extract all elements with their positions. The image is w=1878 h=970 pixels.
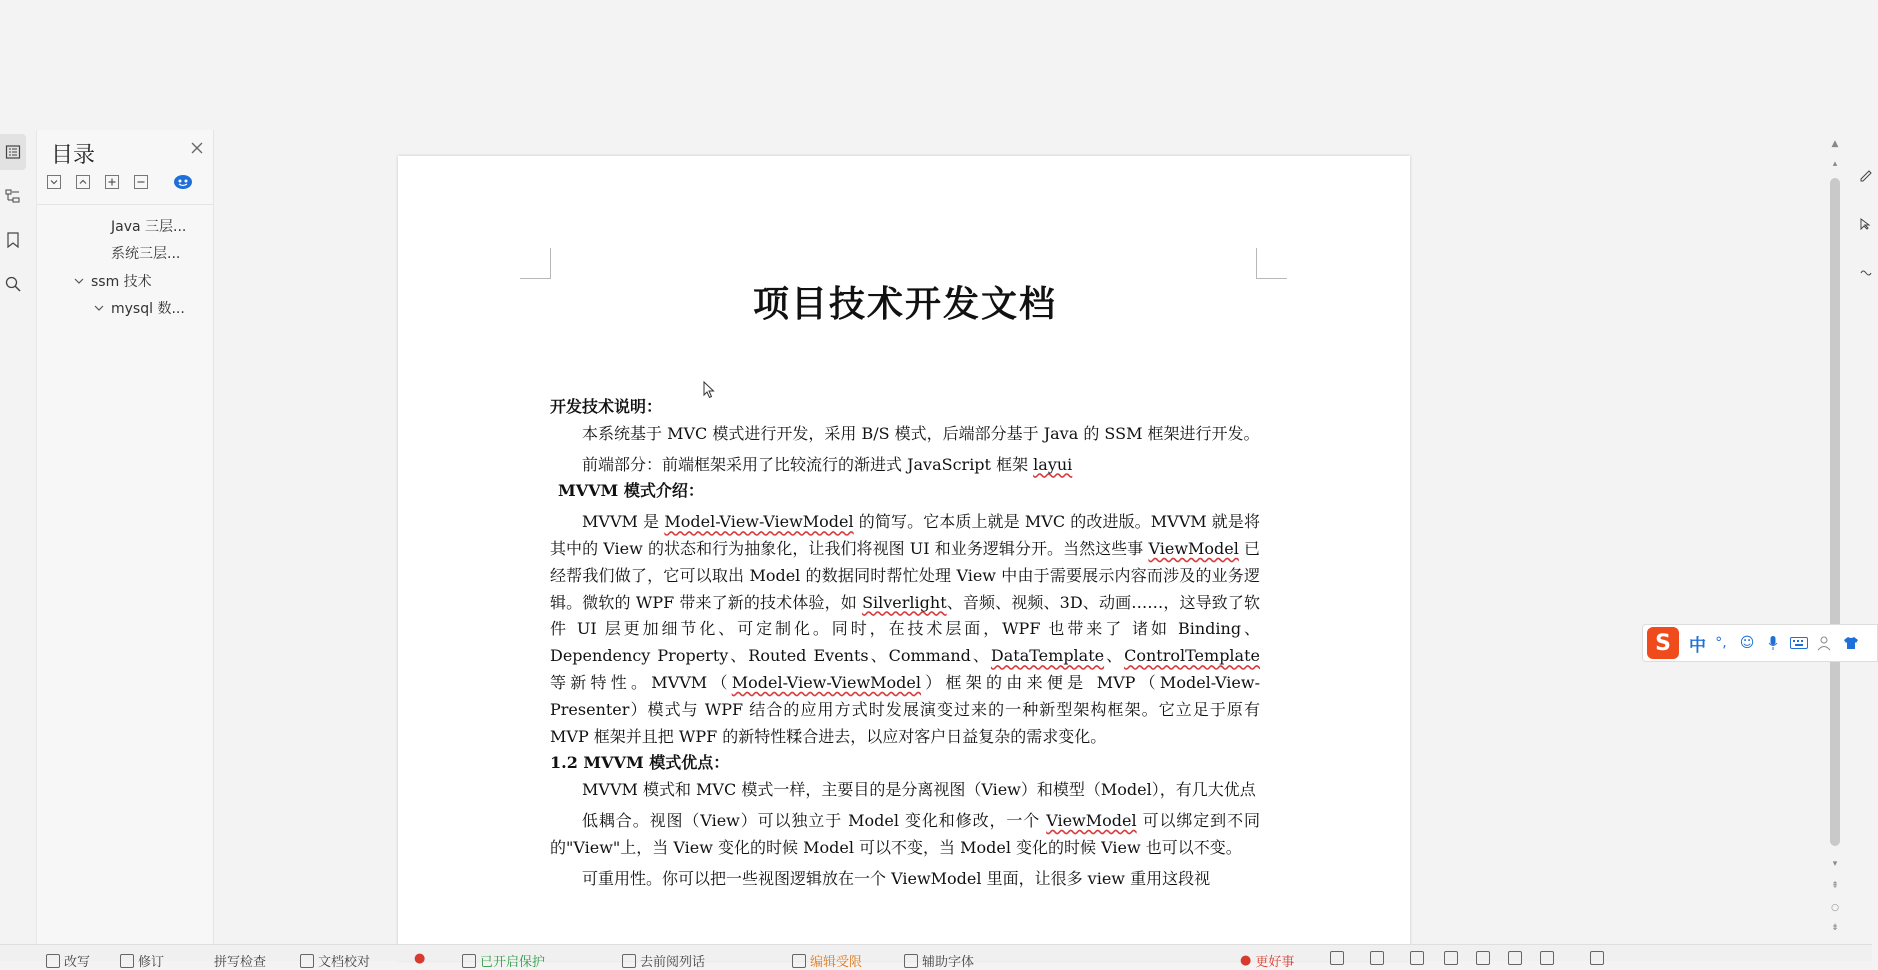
proofread-icon — [300, 954, 314, 968]
scroll-up-arrow-icon[interactable]: ▲ — [1831, 139, 1839, 149]
outline-icon — [5, 144, 21, 160]
view-normal[interactable] — [1370, 951, 1384, 965]
toc-item-system[interactable] — [111, 243, 180, 263]
expand-all-button[interactable] — [45, 173, 63, 191]
margin-corner-top-right — [1256, 248, 1287, 279]
paragraph-frontend[interactable] — [550, 452, 1260, 479]
heading-mvvm-intro[interactable]: MVVM 模式介绍： — [558, 481, 704, 501]
lock-icon — [792, 954, 806, 968]
toc-item-mysql[interactable] — [91, 298, 185, 318]
status-label: 拼写检查 — [214, 955, 267, 970]
wave-tool-icon[interactable] — [1860, 266, 1872, 278]
toc-panel — [36, 130, 214, 944]
scrollbar-thumb[interactable] — [1830, 178, 1840, 846]
spellcheck-word[interactable]: DataTemplate — [990, 646, 1105, 666]
user-settings-icon[interactable] — [1814, 632, 1836, 654]
text-run: 已经帮我们做了，它可以取出 Model 的数据同时帮忙处理 View 中由于需要展示内容而涉及的业务逻辑。微软的 WPF 带来了新的技术体验，如 — [550, 538, 1260, 612]
smart-toc-button[interactable] — [173, 173, 193, 191]
text-run: 的简写。它本质上就是 MVC 的改进版。MVVM 就是将其中的 View 的状态和行为抽象化，让我们将视图 UI 和业务逻辑分开。当然这些事 — [550, 512, 1260, 558]
document-title[interactable]: 项目技术开发文档 — [752, 283, 1057, 325]
chevron-down-icon[interactable] — [91, 305, 107, 311]
close-icon — [191, 142, 203, 154]
status-label: 去前阅列话 — [640, 955, 706, 970]
microphone-icon[interactable] — [1762, 632, 1784, 654]
remove-heading-button[interactable] — [132, 173, 150, 191]
add-heading-button[interactable] — [103, 173, 121, 191]
status-badge[interactable] — [1240, 951, 1294, 970]
toc-item-ssm[interactable] — [71, 271, 152, 291]
next-page-icon[interactable]: ⇟ — [1831, 923, 1839, 933]
plus-box-icon — [105, 175, 119, 189]
text-run: 、 — [1104, 646, 1125, 666]
spellcheck-word[interactable]: Silverlight — [862, 592, 947, 612]
text-run: 、音频、视频、3D、动画……，这导致了软件 UI 层更加细节化、可定制化。同时，在技术层面，WPF 也带来了 诸如 Binding、Dependency Property、Routed Events、Command、 — [550, 592, 1260, 666]
search-panel-button[interactable] — [0, 266, 26, 302]
keyboard-icon[interactable] — [1788, 632, 1810, 654]
bookmark-icon — [6, 232, 20, 248]
view-page[interactable] — [1476, 951, 1490, 965]
chevron-down-box-icon — [47, 175, 61, 189]
overwrite-icon — [46, 954, 60, 968]
minus-box-icon — [134, 175, 148, 189]
status-settings[interactable] — [1330, 951, 1344, 965]
status-label: 更好事 — [1255, 955, 1295, 970]
status-record-dot[interactable] — [414, 951, 425, 966]
toc-item-label: Java 三层... — [111, 219, 187, 235]
smart-toc-icon — [173, 174, 193, 190]
right-tool-strip — [1854, 130, 1872, 960]
paragraph-low-coupling[interactable] — [550, 808, 1260, 862]
globe-icon — [1508, 951, 1522, 965]
status-font[interactable] — [904, 951, 974, 970]
punctuation-icon[interactable]: °, — [1715, 635, 1727, 651]
toc-item-label: 系统三层... — [111, 246, 181, 262]
fit-page-icon — [1590, 951, 1604, 965]
prev-page-icon[interactable]: ⇞ — [1831, 881, 1839, 891]
ime-language-toggle[interactable]: 中 — [1689, 635, 1706, 656]
tree-nav-icon — [5, 188, 21, 204]
status-label: 已开启保护 — [480, 955, 546, 970]
scroll-down-small-icon[interactable]: ▾ — [1832, 859, 1838, 869]
view-outline-icon — [1444, 951, 1458, 965]
collapse-all-button[interactable] — [74, 173, 92, 191]
toc-item-java[interactable] — [111, 216, 186, 236]
spellcheck-word[interactable]: Model-View-ViewModel — [731, 672, 921, 692]
toc-close-button[interactable] — [187, 138, 207, 158]
view-normal-icon — [1370, 951, 1384, 965]
left-tool-strip — [0, 130, 34, 960]
edit-pen-icon[interactable] — [1860, 170, 1872, 182]
view-page-icon — [1476, 951, 1490, 965]
status-proofread[interactable] — [300, 951, 370, 970]
view-read-icon — [1410, 951, 1424, 965]
status-label: 修订 — [138, 955, 165, 970]
pen-icon — [1540, 951, 1554, 965]
scroll-up-small-icon[interactable]: ▴ — [1832, 159, 1838, 169]
view-outline[interactable] — [1444, 951, 1458, 965]
status-restricted[interactable] — [792, 951, 862, 970]
view-web[interactable] — [1508, 951, 1522, 965]
toc-item-label: ssm 技术 — [91, 274, 152, 290]
record-icon: ● — [414, 951, 426, 966]
toc-divider — [37, 204, 213, 205]
outline-panel-button[interactable] — [0, 134, 26, 170]
spellcheck-word[interactable]: layui — [1033, 454, 1073, 474]
shield-icon — [462, 954, 476, 968]
paragraph-advantages[interactable]: MVVM 模式和 MVC 模式一样，主要目的是分离视图（View）和模型（Model），有几大优点 — [582, 780, 1256, 800]
toc-toolbar — [45, 173, 193, 191]
chevron-down-icon[interactable] — [71, 278, 87, 284]
status-protection[interactable] — [462, 951, 545, 970]
status-spellcheck[interactable] — [214, 951, 266, 970]
view-pen[interactable] — [1540, 951, 1554, 965]
status-bar — [0, 944, 1872, 970]
emoji-icon[interactable]: ☺ — [1739, 635, 1755, 651]
spellcheck-word[interactable]: ViewModel — [1046, 810, 1137, 830]
view-read[interactable] — [1410, 951, 1424, 965]
font-icon — [904, 954, 918, 968]
text-run: 可以绑定到不同的"View"上，当 View 变化的时候 Model 可以不变，当 Model 变化的时候 View 也可以不变。 — [550, 810, 1260, 857]
mouse-cursor-icon — [703, 381, 715, 399]
spellcheck-word[interactable]: Model-View-ViewModel — [664, 512, 854, 532]
status-revision[interactable] — [120, 951, 164, 970]
skin-shirt-icon[interactable] — [1840, 632, 1862, 654]
text-run: 低耦合。视图（View）可以独立于 Model 变化和修改，一个 — [582, 810, 1047, 830]
spellcheck-word[interactable]: ViewModel — [1148, 538, 1239, 558]
sogou-logo-icon[interactable]: S — [1647, 627, 1679, 659]
paragraph-reusability[interactable]: 可重用性。你可以把一些视图逻辑放在一个 ViewModel 里面，让很多 view 重用这段视 — [582, 868, 1211, 888]
navigation-panel-button[interactable] — [0, 178, 26, 214]
document-body[interactable] — [550, 394, 1260, 892]
text-run: 前端部分：前端框架采用了比较流行的渐进式 JavaScript 框架 — [582, 454, 1034, 474]
spellcheck-word[interactable]: ControlTemplate — [1124, 646, 1260, 666]
text-run: 等新特性。MVVM（ — [550, 672, 732, 692]
search-icon — [5, 276, 21, 292]
document-page[interactable] — [398, 156, 1410, 960]
bookmark-panel-button[interactable] — [0, 222, 26, 258]
gear-icon — [1330, 951, 1344, 965]
margin-corner-top-left — [520, 248, 551, 279]
select-pointer-icon[interactable] — [1860, 218, 1872, 230]
alert-icon: ● — [1240, 953, 1252, 968]
fit-page[interactable] — [1590, 951, 1604, 965]
status-goto[interactable] — [622, 951, 705, 970]
toc-item-label: mysql 数... — [111, 301, 185, 317]
status-overwrite[interactable] — [46, 951, 90, 970]
paragraph-backend[interactable]: 本系统基于 MVC 模式进行开发，采用 B/S 模式，后端部分基于 Java 的 SSM 框架进行开发。 — [582, 423, 1260, 443]
revision-icon — [120, 954, 134, 968]
text-run: ）框架的由来便是 MVP（Model-View-Presenter）模式与 WPF 结合的应用方式时发展演变过来的一种新型架构框架。它立足于原有 MVP 框架并且把 WPF 的新特性糅合进去，以应对客户日益复杂的需求变化。 — [550, 672, 1260, 746]
heading-mvvm-advantages[interactable]: 1.2 MVVM 模式优点： — [550, 753, 730, 773]
status-label: 文档校对 — [318, 955, 371, 970]
goto-icon — [622, 954, 636, 968]
status-label: 改写 — [64, 955, 91, 970]
ime-toolbar[interactable] — [1642, 624, 1878, 662]
status-label: 辅助字体 — [922, 955, 975, 970]
select-browse-object-icon[interactable]: ○ — [1831, 903, 1839, 913]
status-label: 编辑受限 — [810, 955, 863, 970]
text-run: MVVM 是 — [582, 512, 665, 532]
toc-title: 目录 — [51, 143, 96, 168]
chevron-up-box-icon — [76, 175, 90, 189]
heading-dev-tech[interactable]: 开发技术说明： — [550, 397, 663, 416]
paragraph-mvvm[interactable] — [550, 509, 1260, 750]
